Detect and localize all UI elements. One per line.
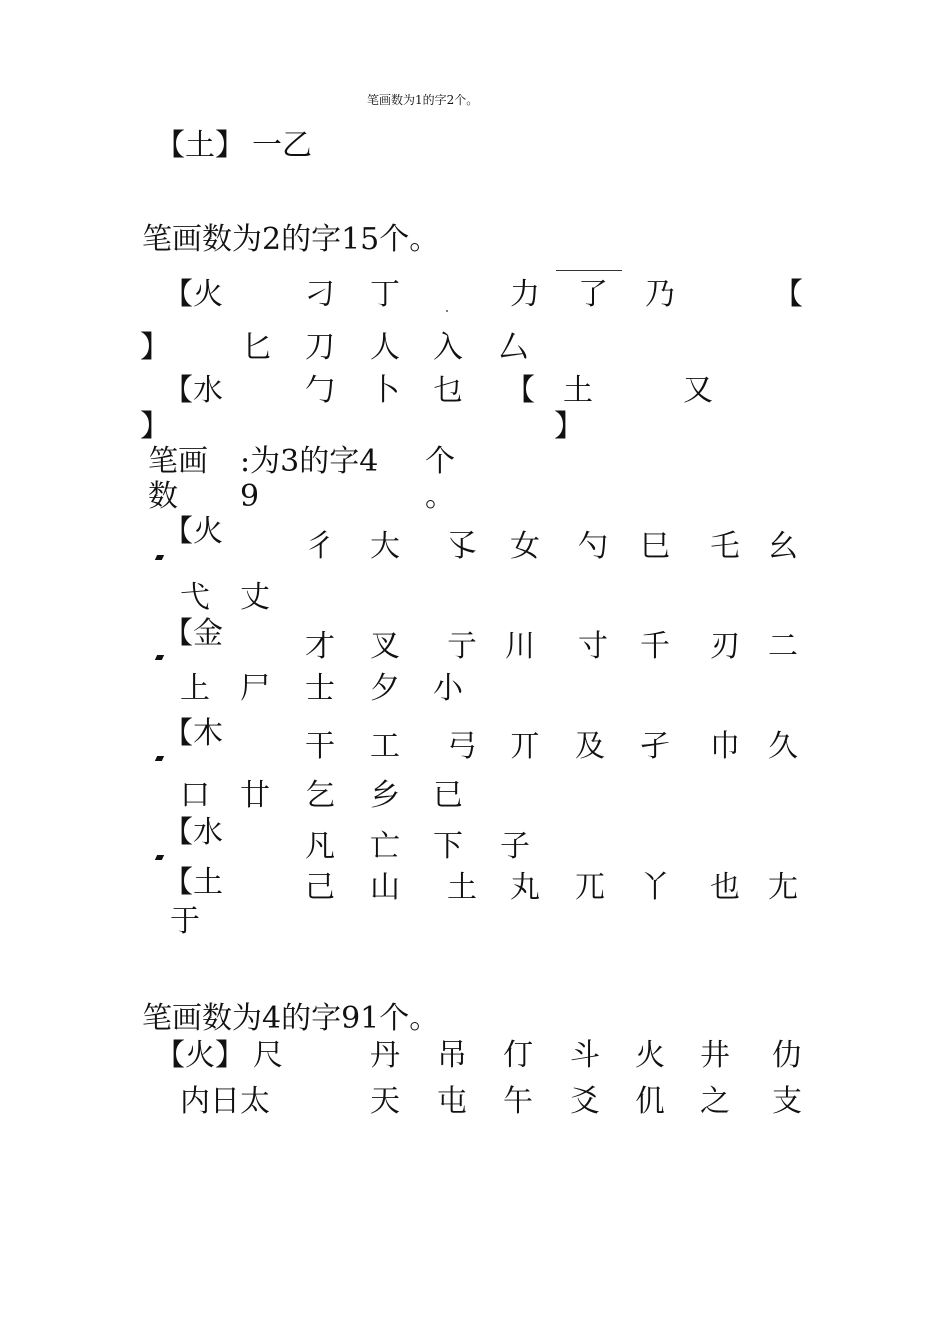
stroke-1-heading: 笔画数为1的字2个。 [367,93,479,107]
char: 刁 [305,277,335,312]
char: 厶 [498,330,528,365]
fire-label: 【火 [163,277,223,312]
char: 丫 [640,870,670,905]
metal-label: 【金 [163,616,223,651]
char: 孓 [447,529,477,564]
char: 丈 [240,580,270,615]
stroke-3-heading-d: 9 [240,479,260,514]
char: 乃 [645,277,675,312]
close-bracket: 】 [554,409,584,444]
char: 支 [772,1084,802,1119]
char: 子 [500,829,530,864]
char: 乞 [305,778,335,813]
char: 女 [510,529,540,564]
stroke-3-heading-b: 数 [148,479,178,514]
char: 也 [710,870,740,905]
char: 井 [700,1038,730,1073]
char: 士 [305,671,335,706]
bracket-tick [155,855,164,860]
fire-bracket: 【火】 [155,1038,245,1073]
char: 丌 [510,729,540,764]
char: 尸 [240,671,270,706]
stroke-4-heading: 笔画数为4的字91个。 [142,1001,440,1036]
char: 丸 [510,870,540,905]
char: 屯 [437,1084,467,1119]
char: 夕 [370,671,400,706]
char: 己 [305,870,335,905]
stray-mark [446,310,448,312]
char: 丁 [370,277,400,312]
char: 又 [683,373,713,408]
char: 凡 [305,829,335,864]
char: 巾 [710,729,740,764]
stroke-2-heading: 笔画数为2的字15个。 [142,222,440,257]
stroke-3-heading-f: 。 [425,479,455,514]
char: 上 [180,671,210,706]
char: 土 [447,870,477,905]
char: 孑 [640,729,670,764]
water-label: 【水 [163,373,223,408]
char: 二 [768,629,798,664]
char: 乜 [433,373,463,408]
char: 及 [575,729,605,764]
char: 人 [370,330,400,365]
char: 匕 [242,330,272,365]
char: 仃 [503,1038,533,1073]
char: 久 [768,729,798,764]
char: 勹 [305,373,335,408]
char: 力 [510,277,540,312]
char: 乡 [370,778,400,813]
bracket-tick [155,655,164,660]
char: 了 [578,277,608,312]
char: 尺 [253,1038,283,1073]
char: 仉 [635,1084,665,1119]
char: 工 [370,729,400,764]
char: 川 [505,629,535,664]
open-bracket: 【 [505,373,535,408]
char: 叉 [370,629,400,664]
char: 巳 [640,529,670,564]
char: 丹 [370,1038,400,1073]
char: 弓 [447,729,477,764]
char: 于 [170,904,200,939]
char: 小 [433,671,463,706]
char: 彳 [305,529,335,564]
char: 之 [700,1084,730,1119]
bracket-tick [155,555,164,560]
char: 仂 [772,1038,802,1073]
char: 刃 [710,629,740,664]
open-bracket: 【 [773,277,803,312]
char: 才 [305,629,335,664]
stroke-3-heading-a: 笔画 [148,444,208,479]
char: 卜 [370,373,400,408]
char: 大 [370,529,400,564]
earth-label: 【土 [163,865,223,900]
char: 下 [433,829,463,864]
char: 寸 [578,629,608,664]
char: 刀 [305,330,335,365]
char: 千 [640,629,670,664]
char: 口 [180,778,210,813]
char: 火 [635,1038,665,1073]
stroke-3-heading-c: :为3的字4 [240,444,379,479]
close-bracket: 】 [140,409,170,444]
stroke-1-chars: 一乙 [252,128,312,163]
char: 尢 [768,870,798,905]
char: 吊 [437,1038,467,1073]
wood-label: 【木 [163,716,223,751]
earth-bracket: 【土】 [155,128,245,163]
char: 亡 [370,829,400,864]
char: 天 [370,1084,400,1119]
char: 入 [433,330,463,365]
bracket-tick [155,756,164,761]
stroke-3-heading-e: 个 [425,444,455,479]
char: 已 [433,778,463,813]
char: 亍 [447,629,477,664]
char: 午 [503,1084,533,1119]
char: 爻 [570,1084,600,1119]
earth-char: 土 [563,373,593,408]
char-group: 内日太 [180,1084,270,1119]
char: 勺 [578,529,608,564]
close-bracket: 】 [140,330,170,365]
char: 廿 [240,778,270,813]
char: 干 [305,729,335,764]
char: 幺 [768,529,798,564]
fire-label: 【火 [163,514,223,549]
char: 乇 [710,529,740,564]
char: 斗 [570,1038,600,1073]
overline [556,270,622,271]
water-label: 【水 [163,815,223,850]
char: 弋 [180,580,210,615]
char: 兀 [575,870,605,905]
char: 山 [370,870,400,905]
